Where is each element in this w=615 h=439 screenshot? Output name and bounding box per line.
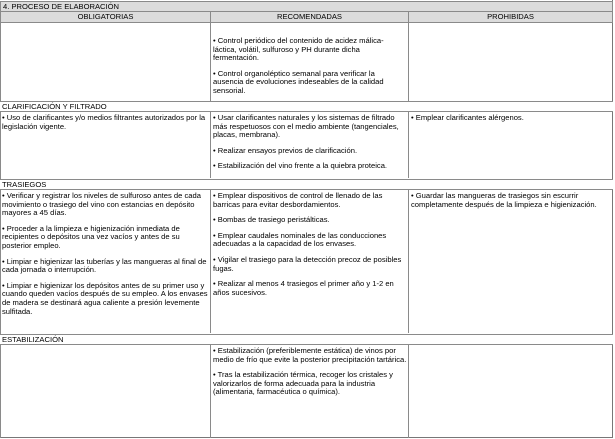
column-line-1-estabilizacion: [0, 345, 211, 438]
clarificacion-prohibidas-cell: [409, 112, 613, 130]
list-item: • Tras la estabilización térmica, recoger los cristales y valorizarlos de forma adecuada para la industria (alimentaria, farmacéutica o química).: [213, 370, 393, 397]
list-item: • Limpiar e higienizar los depósitos antes de su primer uso y cuando queden vacíos después de su empleo. A los envases de madera se destinará agua caliente a presión levemente sulfitada.: [2, 280, 208, 316]
clarificacion-obligatorias-cell: [0, 112, 211, 138]
list-item: • Realizar al menos 4 trasiegos el primer año y 1-2 en años sucesivos.: [213, 279, 394, 297]
list-item: • Uso de clarificantes y/o medios filtrantes autorizados por la legislación vigente.: [2, 113, 206, 131]
list-item: • Emplear dispositivos de control de llenado de las barricas para evitar desbordamientos.: [213, 191, 383, 209]
list-item: • Proceder a la limpieza e higienización inmediata de recipientes o depósitos una vez vacíos y antes de su posterior empleo.: [2, 223, 180, 250]
trasiegos-title: TRASIEGOS: [0, 179, 613, 190]
list-item: • Verificar y registrar los niveles de sulfuroso antes de cada movimiento o trasiego del vino con estancias en depósito mayores a 45 días.: [2, 191, 201, 218]
trasiegos-prohibidas-cell: [409, 190, 613, 216]
trasiegos-recomendadas-cell: [211, 190, 409, 304]
header-prohibidas: PROHIBIDAS: [409, 12, 613, 23]
clarificacion-recomendadas-cell: [211, 112, 409, 178]
list-item: • Emplear clarificantes alérgenos.: [411, 113, 524, 122]
list-item: • Control organoléptico semanal para verificar la ausencia de evoluciones indeseables de la calidad sensorial.: [213, 68, 384, 95]
header-obligatorias: OBLIGATORIAS: [0, 12, 211, 23]
section-title: 4. PROCESO DE ELABORACIÓN: [0, 1, 613, 12]
estabilizacion-recomendadas-cell: [211, 345, 409, 404]
estabilizacion-title: ESTABILIZACIÓN: [0, 334, 613, 345]
list-item: • Estabilización del vino frente a la quiebra proteica.: [213, 161, 388, 171]
list-item: • Control periódico del contenido de acidez málica-láctica, volátil, sulfuroso y PH durante dicha fermentación.: [213, 36, 384, 63]
list-item: • Estabilización (preferiblemente estática) de vinos por medio de frío que evite la posterior precipitación tartárica.: [213, 346, 407, 364]
list-item: • Limpiar e higienizar las tuberías y las mangueras al final de cada jornada o interrupción.: [2, 256, 207, 275]
list-item: • Emplear caudales nominales de las conducciones adecuadas a la capacidad de los envases.: [213, 230, 387, 249]
trasiegos-obligatorias-cell: [0, 190, 211, 323]
list-item: • Bombas de trasiego peristálticas.: [213, 215, 330, 225]
list-item: • Usar clarificantes naturales y los sistemas de filtrado más respetuosos con el medio ambiente (tangenciales, placas, membrana).: [213, 113, 399, 140]
header-recomendadas: RECOMENDADAS: [211, 12, 409, 23]
list-item: • Guardar las mangueras de trasiegos sin escurrir completamente después de la limpieza e higienización.: [411, 191, 597, 209]
list-item: • Realizar ensayos previos de clarificación.: [213, 145, 358, 155]
clarificacion-title: CLARIFICACIÓN Y FILTRADO: [0, 101, 613, 112]
list-item: • Vigilar el trasiego para la detección precoz de posibles fugas.: [213, 254, 402, 273]
column-line-1-general: [0, 23, 211, 101]
